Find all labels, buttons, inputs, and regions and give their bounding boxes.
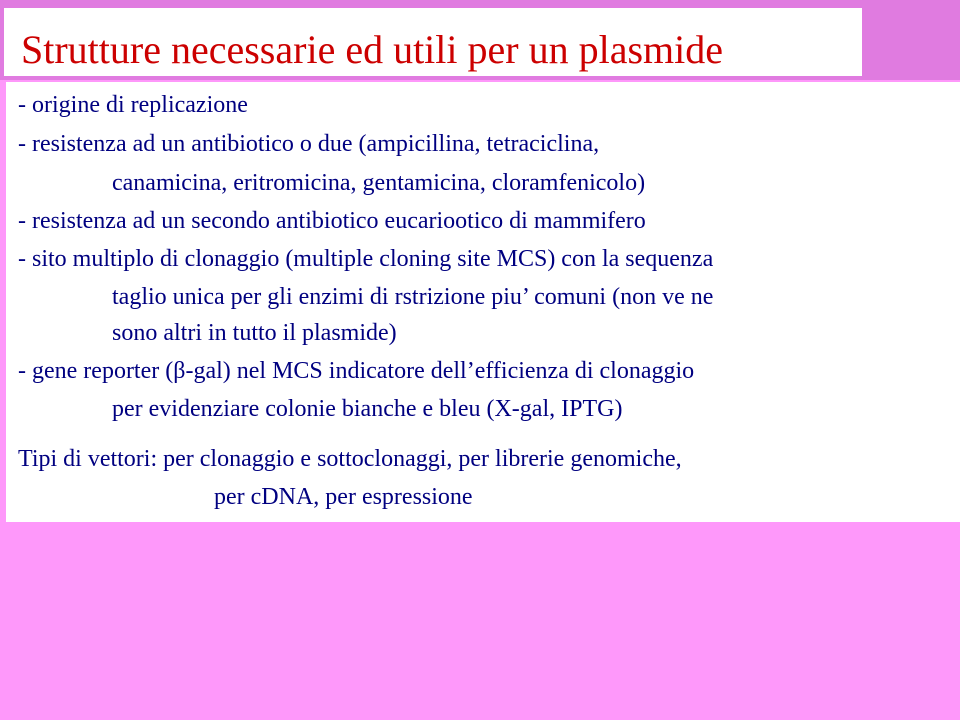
vector-types-cont: per cDNA, per espressione: [214, 484, 473, 510]
content-box: [6, 82, 960, 522]
bullet-replication-origin: - origine di replicazione: [18, 92, 248, 118]
bullet-mcs-cont-2: sono altri in tutto il plasmide): [112, 320, 397, 346]
bullet-mcs-cont-1: taglio unica per gli enzimi di rstrizione piu’ comuni (non ve ne: [112, 284, 714, 310]
bullet-mcs: - sito multiplo di clonaggio (multiple cloning site MCS) con la sequenza: [18, 246, 714, 272]
bullet-second-resistance: - resistenza ad un secondo antibiotico eucariootico di mammifero: [18, 208, 646, 234]
bullet-reporter-gene: - gene reporter (β-gal) nel MCS indicatore dell’efficienza di clonaggio: [18, 358, 695, 384]
bullet-antibiotic-resistance: - resistenza ad un antibiotico o due (ampicillina, tetraciclina,: [18, 131, 600, 157]
vector-types: Tipi di vettori: per clonaggio e sottoclonaggi, per librerie genomiche,: [18, 446, 682, 472]
title-box: [4, 8, 862, 76]
bullet-antibiotic-resistance-cont: canamicina, eritromicina, gentamicina, cloramfenicolo): [112, 170, 646, 196]
slide-title: Strutture necessarie ed utili per un plasmide: [21, 27, 724, 72]
bullet-reporter-gene-cont: per evidenziare colonie bianche e bleu (X-gal, IPTG): [112, 396, 623, 422]
